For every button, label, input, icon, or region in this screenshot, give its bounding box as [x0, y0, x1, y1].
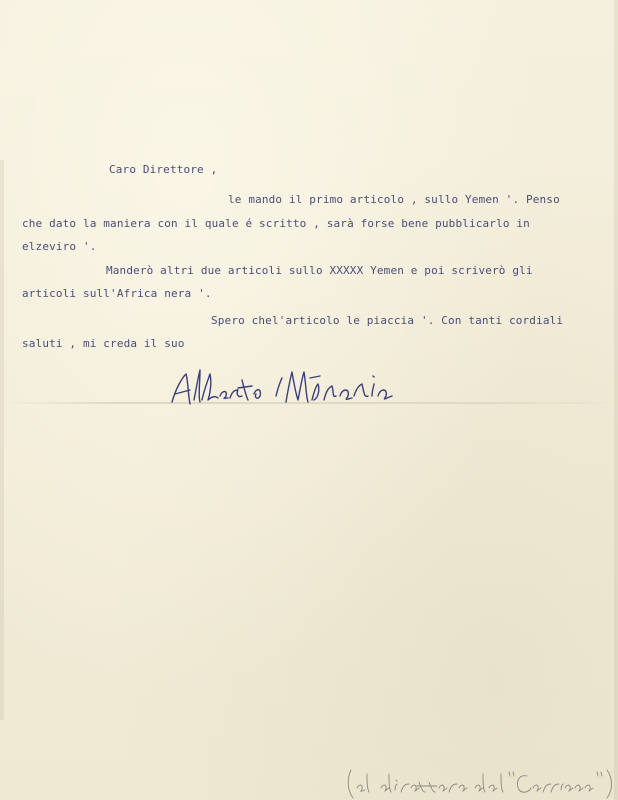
letter-line-2: che dato la maniera con il quale é scritto , sarà forse bene pubblicarlo in	[22, 217, 530, 230]
pencil-margin-note	[345, 764, 615, 800]
paper-edge-shadow	[0, 160, 4, 720]
handwritten-signature	[166, 350, 406, 420]
letter-line-7: saluti , mi creda il suo	[22, 337, 185, 350]
letter-line-1: le mando il primo articolo , sullo Yemen '. Penso	[228, 193, 560, 206]
paper-edge-shadow-right	[614, 0, 618, 800]
letter-line-5: articoli sull'Africa nera '.	[22, 287, 212, 300]
letter-line-3: elzeviro '.	[22, 240, 97, 253]
letter-line-4: Manderò altri due articoli sullo ΧΧΧΧΧ Yemen e poi scriverò gli	[106, 264, 533, 277]
letter-line-6: Spero chel'articolo le piaccia '. Con tanti cordiali	[211, 314, 564, 327]
salutation: Caro Direttore ,	[109, 163, 218, 176]
